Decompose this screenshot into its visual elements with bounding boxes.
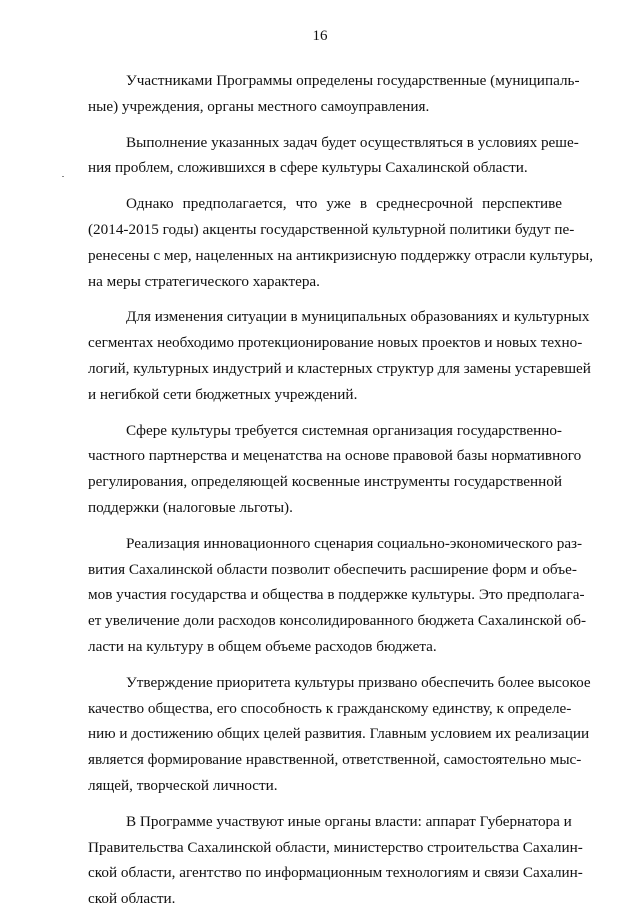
text-line: является формирование нравственной, ответственной, самостоятельно мыс- [88,751,582,769]
paragraph-2 [88,130,579,182]
text-line: ренесены с мер, нацеленных на антикризисную поддержку отрасли культуры, [88,246,594,264]
text-line: Реализация инновационного сценария социально-экономического раз- [126,534,583,552]
body-text [88,68,594,922]
text-line: частного партнерства и меценатства на основе правовой базы нормативного [88,447,582,465]
paragraph-1 [88,68,580,120]
text-line: ные) учреждения, органы местного самоуправления. [88,97,430,115]
text-line: Правительства Сахалинской области, министерство строительства Сахалин- [88,838,583,856]
text-line: качество общества, его способность к гражданскому единству, к определе- [88,699,572,717]
text-line: сегментах необходимо протекционирование новых проектов и новых техно- [88,334,583,352]
text-line: (2014-2015 годы) акценты государственной культурной политики будут пе- [88,220,575,238]
text-line: В Программе участвуют иные органы власти: аппарат Губернатора и [126,812,572,830]
text-line: Выполнение указанных задач будет осуществляться в условиях реше- [126,133,579,151]
text-line: логий, культурных индустрий и кластерных структур для замены устаревшей [88,359,591,377]
text-line: мов участия государства и общества в поддержке культуры. Это предполага- [88,586,585,604]
paragraph-5 [88,418,582,521]
text-line: поддержки (налоговые льготы). [88,498,293,516]
text-line: ской области. [88,890,176,908]
paragraph-7 [88,670,591,799]
text-line: ет увеличение доли расходов консолидированного бюджета Сахалинской об- [88,612,587,630]
text-line: лящей, творческой личности. [88,776,278,794]
text-line: и негибкой сети бюджетных учреждений. [88,385,358,403]
paragraph-8 [88,809,583,912]
text-line: ласти на культуру в общем объеме расходов бюджета. [88,637,437,655]
text-line: нию и достижению общих целей развития. Главным условием их реализации [88,725,590,743]
text-line: Однако предполагается, что уже в среднесрочной перспективе [126,195,562,213]
text-line: на меры стратегического характера. [88,272,320,290]
text-line: Участниками Программы определены государственные (муниципаль- [126,72,580,89]
text-line: ской области, агентство по информационным технологиям и связи Сахалин- [88,864,583,882]
text-line: Утверждение приоритета культуры призвано обеспечить более высокое [126,673,591,691]
text-line: Для изменения ситуации в муниципальных образованиях и культурных [126,308,590,326]
text-line: регулирования, определяющей косвенные инструменты государственной [88,473,562,491]
paragraph-4 [88,304,591,407]
scan-speck [62,176,64,177]
text-line: ния проблем, сложившихся в сфере культуры Сахалинской области. [88,159,528,177]
paragraph-6 [88,531,587,660]
text-line: вития Сахалинской области позволит обеспечить расширение форм и объе- [88,560,577,578]
paragraph-3 [88,191,594,294]
page-number: 16 [312,28,328,44]
text-line: Сфере культуры требуется системная организация государственно- [126,421,562,439]
